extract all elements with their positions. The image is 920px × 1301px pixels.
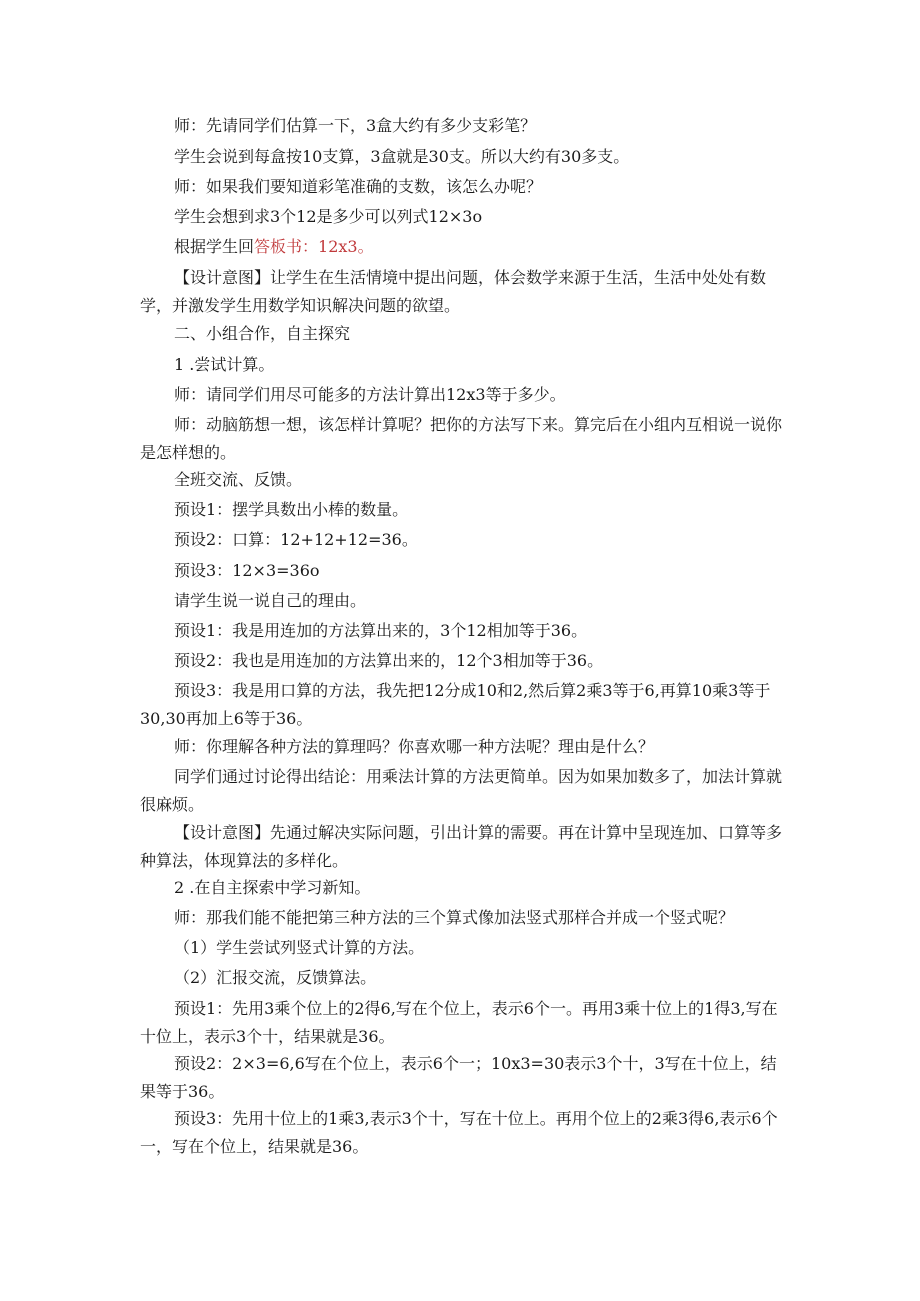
step-heading-try-calc: 1 .尝试计算。 [174, 355, 275, 374]
algorithm-preset-3: 预设3：先用十位上的1乘3,表示3个十，写在十位上。再用个位上的2乘3得6,表示6个一，写在个位上，结果就是36。 [140, 1109, 778, 1156]
algorithm-preset-2: 预设2：2×3=6,6写在个位上，表示6个一；10x3=30表示3个十，3写在十位上，结果等于36。 [140, 1054, 777, 1101]
paragraph-student-formula: 学生会想到求3个12是多少可以列式12×3o [174, 207, 483, 226]
paragraph-reasons: 请学生说一说自己的理由。 [174, 591, 367, 610]
paragraph-design-intent-2: 【设计意图】先通过解决实际问题，引出计算的需要。再在计算中呈现连加、口算等多种算法，体现算法的多样化。 [140, 823, 783, 870]
preset-2-mental: 预设2：口算：12+12+12=36。 [174, 530, 418, 549]
paragraph-design-intent-1: 【设计意图】让学生在生活情境中提出问题，体会数学来源于生活，生活中处处有数学，并激发学生用数学知识解决问题的欲望。 [140, 268, 767, 315]
sub-step-1: （1）学生尝试列竖式计算的方法。 [174, 938, 425, 957]
board-writing-lead: 根据学生回 [174, 237, 255, 256]
paragraph-teacher-methods: 师：请同学们用尽可能多的方法计算出12x3等于多少。 [174, 385, 566, 404]
paragraph-board-writing [140, 233, 790, 261]
paragraph-teacher-estimate: 师：先请同学们估算一下，3盒大约有多少支彩笔？ [174, 116, 537, 135]
paragraph-conclusion: 同学们通过讨论得出结论：用乘法计算的方法更简单。因为如果加数多了，加法计算就很麻烦。 [140, 767, 783, 814]
paragraph-teacher-question: 师：如果我们要知道彩笔准确的支数，该怎么办呢？ [174, 177, 543, 196]
paragraph-teacher-think: 师：动脑筋想一想，该怎样计算呢？把你的方法写下来。算完后在小组内互相说一说你是怎样想的。 [140, 415, 783, 462]
step-heading-explore: 2 .在自主探索中学习新知。 [174, 878, 371, 897]
paragraph-teacher-vertical: 师：那我们能不能把第三种方法的三个算式像加法竖式那样合并成一个竖式呢？ [174, 908, 735, 927]
section-heading-group-work: 二、小组合作，自主探究 [174, 324, 351, 343]
reason-3: 预设3：我是用口算的方法，我先把12分成10和2,然后算2乘3等于6,再算10乘3等于30,30再加上6等于36。 [140, 681, 771, 728]
preset-3-multiply: 预设3：12×3=36o [174, 561, 320, 580]
paragraph-student-estimate: 学生会说到每盒按10支算，3盒就是30支。所以大约有30多支。 [174, 147, 630, 166]
preset-1-sticks: 预设1：摆学具数出小棒的数量。 [174, 500, 409, 519]
board-writing-highlight: 答板书：12x3。 [254, 237, 374, 256]
sub-step-2: （2）汇报交流，反馈算法。 [174, 968, 377, 987]
paragraph-class-feedback: 全班交流、反馈。 [174, 470, 303, 489]
algorithm-preset-1: 预设1：先用3乘个位上的2得6,写在个位上，表示6个一。再用3乘十位上的1得3,写在十位上，表示3个十，结果就是36。 [140, 999, 778, 1046]
reason-2: 预设2：我也是用连加的方法算出来的，12个3相加等于36。 [174, 651, 604, 670]
paragraph-teacher-preference: 师：你理解各种方法的算理吗？你喜欢哪一种方法呢？理由是什么？ [174, 737, 655, 756]
reason-1: 预设1：我是用连加的方法算出来的，3个12相加等于36。 [174, 621, 588, 640]
